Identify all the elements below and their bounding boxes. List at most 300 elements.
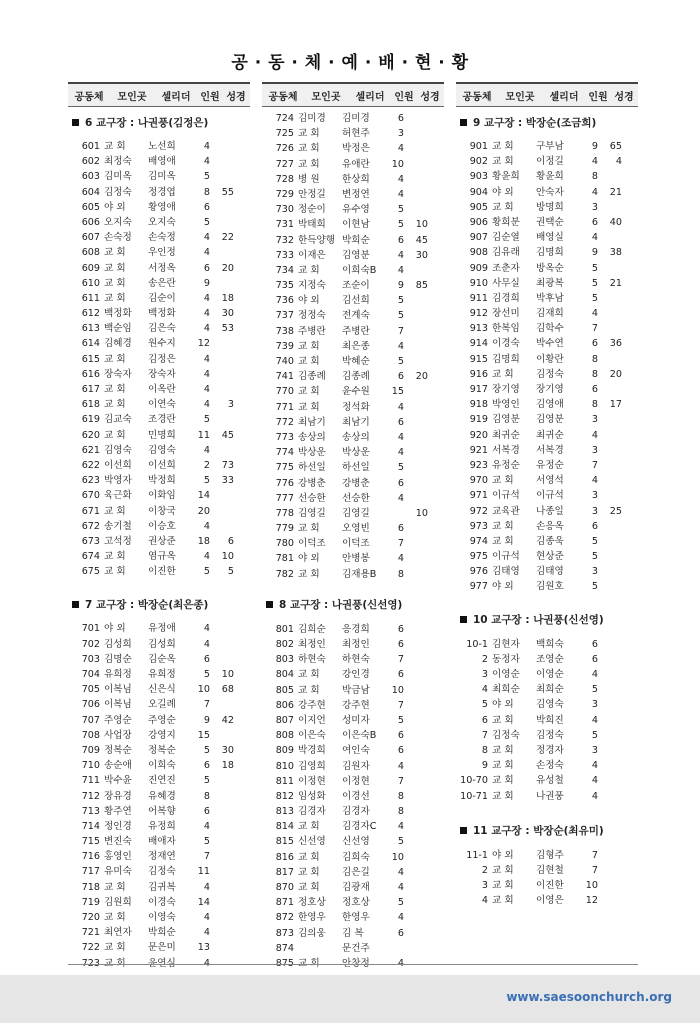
table-cell: 603 (81, 171, 100, 183)
table-cell: 9 (591, 141, 598, 152)
table-cell: 안숙자 (536, 186, 564, 198)
table-row (68, 291, 250, 306)
table-cell: 김학수 (536, 323, 564, 335)
table-cell: 7 (397, 654, 404, 666)
table-cell: 6 (203, 201, 210, 213)
data-table (456, 637, 638, 804)
table-cell (598, 789, 622, 804)
table-cell (598, 728, 622, 743)
table-cell: 민명희 (148, 429, 176, 441)
table-cell: 정정숙 (298, 310, 326, 322)
table-cell: 신선영 (342, 836, 370, 848)
table-row (68, 428, 250, 443)
table-row (68, 880, 250, 895)
table-cell: 나종일 (536, 505, 564, 517)
table-row (456, 412, 638, 427)
table-row (262, 263, 444, 278)
table-row (456, 534, 638, 549)
table-row (68, 261, 250, 276)
table-cell (404, 622, 428, 637)
table-cell: 야 외 (492, 581, 514, 593)
table-cell: 38 (609, 247, 622, 259)
table-row (68, 139, 250, 154)
table-row (68, 321, 250, 336)
data-table (68, 139, 250, 579)
table-cell: 6 (591, 653, 598, 665)
table-cell: 6 (397, 639, 404, 650)
table-cell: 염규옥 (148, 551, 176, 563)
table-cell (598, 579, 622, 594)
table-cell: 하선일 (342, 462, 370, 474)
table-cell: 4 (203, 353, 210, 365)
table-row (456, 713, 638, 728)
table-cell: 5 (203, 414, 210, 426)
table-cell: 4 (203, 820, 210, 832)
table-cell: 교 회 (104, 353, 126, 365)
table-row (262, 652, 444, 667)
data-table (262, 111, 444, 582)
table-row (262, 941, 444, 956)
table-cell: 황윤희 (536, 171, 564, 183)
table-cell: 3 (227, 399, 234, 411)
table-cell: 교 회 (492, 535, 514, 547)
table-cell: 최희순 (492, 684, 520, 696)
table-cell: 13 (197, 942, 210, 954)
section-block (456, 822, 638, 909)
table-cell: 선승한 (342, 492, 370, 504)
table-cell: 5 (203, 669, 210, 680)
table-cell: 4 (203, 623, 210, 635)
table-cell: 조영순 (536, 653, 564, 665)
table-cell: 977 (469, 581, 488, 593)
table-cell: 7 (591, 864, 598, 876)
table-cell: 교 회 (298, 684, 320, 696)
table-cell: 917 (469, 384, 488, 395)
table-cell: 5 (591, 277, 598, 289)
table-cell: 4 (481, 684, 488, 696)
table-cell: 박상운 (298, 447, 326, 459)
table-cell: 4 (591, 775, 598, 787)
table-cell: 910 (469, 277, 488, 289)
table-cell: 최남기 (342, 416, 370, 428)
section-title: 10 교구장 : 나권풍(신선영) (473, 614, 604, 627)
column-header: 인원 (588, 91, 608, 103)
square-bullet-icon (72, 119, 79, 126)
table-cell: 774 (275, 447, 294, 459)
table-row (262, 278, 444, 293)
table-cell: 교육관 (492, 505, 520, 517)
table-cell: 725 (275, 128, 294, 140)
table-cell: 주영순 (104, 714, 132, 726)
table-row (68, 758, 250, 773)
table-cell: 김혜경 (104, 338, 132, 350)
table-cell: 804 (275, 669, 294, 681)
table-cell: 홍영인 (104, 851, 132, 863)
table-cell: 5 (397, 897, 404, 909)
table-row (262, 850, 444, 865)
table-cell: 이지언 (298, 714, 326, 726)
table-cell: 9 (397, 280, 404, 292)
table-cell: 15 (391, 386, 404, 398)
table-cell: 8 (203, 186, 210, 198)
table-cell: 4 (397, 492, 404, 504)
table-cell (210, 139, 234, 154)
table-cell: 805 (275, 684, 294, 696)
table-cell (598, 848, 622, 863)
table-cell: 11 (197, 429, 210, 441)
table-cell: 604 (81, 186, 100, 198)
table-cell (598, 713, 622, 728)
table-cell: 4 (203, 927, 210, 939)
table-cell: 주영순 (148, 714, 176, 726)
table-cell: 20 (415, 371, 428, 383)
table-cell: 구부남 (536, 141, 564, 152)
table-cell (210, 352, 234, 367)
table-cell (404, 536, 428, 551)
table-cell: 3 (591, 566, 598, 578)
table-cell: 17 (609, 399, 622, 411)
table-cell (404, 895, 428, 910)
table-cell: 6 (203, 760, 210, 772)
table-cell: 4 (203, 323, 210, 335)
table-cell: 673 (81, 535, 100, 547)
table-cell: 6 (397, 477, 404, 489)
table-cell: 이복님 (104, 684, 132, 696)
table-cell: 6 (481, 714, 488, 726)
table-cell: 이복님 (104, 699, 132, 711)
table-cell: 704 (81, 669, 100, 680)
table-cell: 920 (469, 429, 488, 441)
table-cell: 778 (275, 507, 294, 519)
table-cell: 박희진 (536, 714, 564, 726)
table-cell: 616 (81, 368, 100, 380)
table-cell: 서영석 (536, 475, 564, 487)
table-row (262, 622, 444, 637)
table-cell: 6 (397, 623, 404, 635)
table-cell: 807 (275, 714, 294, 726)
table-cell: 김경자 (342, 806, 370, 818)
table-cell: 응경희 (342, 623, 370, 635)
table-cell (404, 445, 428, 460)
table-row (68, 154, 250, 169)
table-cell: 4 (591, 714, 598, 726)
table-row (456, 276, 638, 291)
table-cell: 이덕조 (298, 538, 326, 550)
table-cell: 738 (275, 325, 294, 337)
table-cell: 8 (591, 353, 598, 365)
table-cell: 김영분 (342, 249, 370, 261)
table-cell: 정순이 (298, 204, 326, 216)
table-row (68, 367, 250, 382)
table-cell: 4 (397, 264, 404, 276)
table-row (456, 428, 638, 443)
table-cell: 736 (275, 295, 294, 307)
table-cell (404, 789, 428, 804)
table-cell: 오길례 (148, 699, 176, 711)
table-cell (404, 759, 428, 774)
table-cell: 915 (469, 353, 488, 365)
table-cell: 30 (221, 744, 234, 756)
table-row (262, 430, 444, 445)
section-title: 9 교구장 : 박장순(조금희) (473, 116, 597, 129)
table-row (456, 848, 638, 863)
table-cell: 성미자 (342, 714, 370, 726)
table-cell (210, 367, 234, 382)
table-row (456, 682, 638, 697)
table-row (262, 141, 444, 156)
column-header: 인원 (200, 91, 220, 103)
table-cell: 조경란 (148, 414, 176, 426)
table-row (456, 291, 638, 306)
table-row (456, 863, 638, 878)
table-cell: 702 (81, 638, 100, 650)
table-cell: 김명희 (492, 353, 520, 365)
table-cell: 한상희 (342, 173, 370, 185)
table-cell: 7 (203, 699, 210, 711)
table-cell: 교 회 (298, 386, 320, 398)
table-row (262, 126, 444, 141)
table-cell: 방명희 (536, 201, 564, 213)
table-cell: 황희분 (492, 216, 520, 228)
table-cell: 강주현 (298, 699, 326, 711)
table-cell (404, 804, 428, 819)
table-row (456, 215, 638, 230)
table-row (456, 352, 638, 367)
table-cell: 707 (81, 714, 100, 726)
table-cell: 교 회 (104, 429, 126, 441)
table-cell: 771 (275, 401, 294, 413)
table-cell: 방옥순 (536, 262, 564, 274)
table-cell: 6 (203, 653, 210, 665)
table-cell: 45 (221, 429, 234, 441)
table-cell: 지정숙 (298, 280, 326, 292)
column-header: 셀리더 (161, 91, 191, 103)
table-cell: 송기철 (104, 520, 132, 532)
table-cell: 4 (481, 895, 488, 907)
table-cell: 김태영 (536, 566, 564, 578)
table-cell: 백정화 (104, 308, 132, 320)
table-row (262, 551, 444, 566)
table-row (262, 567, 444, 582)
table-cell: 최희순 (536, 684, 564, 696)
table-cell: 971 (469, 490, 488, 502)
table-cell: 송상의 (342, 431, 370, 443)
table-cell: 문건주 (342, 942, 370, 954)
table-cell: 김종례 (298, 371, 326, 383)
table-cell: 814 (275, 821, 294, 833)
table-cell: 전계숙 (342, 310, 370, 322)
table-cell: 713 (81, 805, 100, 817)
table-cell: 712 (81, 790, 100, 802)
table-cell: 5 (397, 356, 404, 367)
table-cell: 45 (415, 234, 428, 246)
table-row (262, 157, 444, 172)
table-cell: 606 (81, 216, 100, 228)
table-cell: 서복경 (536, 444, 564, 456)
table-cell: 6 (591, 216, 598, 228)
table-cell: 정재연 (148, 851, 176, 863)
table-cell: 4 (397, 340, 404, 352)
data-table (456, 139, 638, 595)
table-cell: 806 (275, 699, 294, 711)
table-cell (404, 476, 428, 491)
table-cell: 최귀순 (536, 429, 564, 441)
table-cell (404, 667, 428, 682)
table-cell: 40 (609, 216, 622, 228)
table-cell: 9 (481, 760, 488, 772)
square-bullet-icon (72, 601, 79, 608)
table-cell: 박경희 (298, 745, 326, 757)
column-header: 공동체 (74, 91, 104, 103)
table-cell: 5 (591, 292, 598, 304)
table-cell (404, 460, 428, 475)
table-cell: 610 (81, 277, 100, 289)
table-cell: 918 (469, 399, 488, 411)
table-cell: 김선희 (342, 295, 370, 307)
table-cell: 이정길 (536, 156, 564, 168)
table-cell: 618 (81, 399, 100, 411)
table-cell: 5 (203, 775, 210, 787)
table-cell: 정호상 (298, 897, 326, 909)
table-cell: 김영분 (492, 414, 520, 426)
table-cell: 교 회 (298, 128, 320, 140)
table-cell: 4 (203, 308, 210, 320)
table-cell: 611 (81, 292, 100, 304)
table-cell: 715 (81, 836, 100, 848)
table-cell: 11 (197, 866, 210, 878)
table-cell: 737 (275, 310, 294, 322)
table-cell: 15 (197, 729, 210, 741)
table-cell (210, 880, 234, 895)
table-cell: 김광재 (342, 882, 370, 893)
table-cell: 3 (591, 414, 598, 426)
table-row (68, 306, 250, 321)
table-cell (404, 683, 428, 698)
table-cell (598, 893, 622, 908)
table-cell (210, 773, 234, 788)
table-row (68, 743, 250, 758)
table-cell (210, 276, 234, 291)
table-cell: 주병란 (298, 325, 326, 337)
table-cell: 교 회 (104, 277, 126, 289)
table-cell (404, 521, 428, 536)
table-row (262, 865, 444, 880)
table-cell: 교 회 (104, 881, 126, 893)
square-bullet-icon (460, 827, 467, 834)
table-cell: 교 회 (298, 356, 320, 367)
table-cell (404, 111, 428, 126)
table-cell: 박상운 (342, 447, 370, 459)
table-cell: 김순이 (148, 292, 176, 304)
column-header: 모인곳 (505, 91, 535, 103)
table-cell: 유정애 (148, 623, 176, 635)
table-cell: 7 (203, 851, 210, 863)
table-cell (298, 941, 342, 956)
table-cell: 4 (591, 232, 598, 244)
table-cell (210, 697, 234, 712)
table-row (68, 169, 250, 184)
table-cell: 6 (397, 113, 404, 124)
table-cell: 교 회 (104, 141, 126, 152)
table-cell: 703 (81, 653, 100, 665)
table-cell: 신선영 (298, 836, 326, 848)
table-cell: 김정은 (148, 353, 176, 365)
table-cell: 박수윤 (104, 775, 132, 787)
table-cell: 10 (585, 880, 598, 892)
table-cell: 614 (81, 338, 100, 350)
table-cell: 65 (609, 141, 622, 152)
table-cell: 박영자 (104, 475, 132, 487)
column-header: 셀리더 (549, 91, 579, 103)
table-cell: 야 외 (492, 849, 514, 861)
table-cell: 6 (203, 262, 210, 274)
table-cell: 송순애 (104, 760, 132, 772)
table-row (68, 519, 250, 534)
table-cell: 오영빈 (342, 523, 370, 535)
table-cell: 8 (203, 790, 210, 802)
table-cell: 유혜경 (148, 790, 176, 802)
table-cell: 10 (221, 669, 234, 680)
table-cell: 2 (481, 653, 488, 665)
table-row (456, 169, 638, 184)
table-cell (404, 551, 428, 566)
table-cell (210, 200, 234, 215)
table-cell (404, 850, 428, 865)
table-cell: 4 (203, 444, 210, 456)
table-cell: 유수영 (342, 204, 370, 216)
table-cell: 송은란 (148, 277, 176, 289)
table-cell (404, 339, 428, 354)
table-cell: 870 (275, 882, 294, 893)
table-cell: 4 (591, 475, 598, 487)
table-cell: 권상준 (148, 535, 176, 547)
table-row (456, 652, 638, 667)
table-cell: 10 (415, 219, 428, 231)
table-cell (210, 637, 234, 652)
table-row (456, 443, 638, 458)
table-cell: 교 회 (492, 744, 514, 756)
table-row (68, 564, 250, 579)
table-cell: 731 (275, 219, 294, 231)
table-cell: 721 (81, 927, 100, 939)
table-cell: 36 (609, 338, 622, 350)
table-cell: 최귀순 (492, 429, 520, 441)
table-cell: 교 회 (298, 851, 320, 863)
table-cell: 782 (275, 568, 294, 580)
table-cell: 4 (397, 143, 404, 155)
table-cell (598, 697, 622, 712)
table-cell: 907 (469, 232, 488, 244)
data-table (262, 622, 444, 971)
table-cell: 여인숙 (342, 745, 370, 757)
table-cell: 3 (591, 505, 598, 517)
table-cell: 6 (591, 638, 598, 650)
table-cell: 교 회 (104, 551, 126, 563)
table-cell: 이창국 (148, 505, 176, 517)
table-cell: 10-71 (460, 790, 488, 802)
table-cell: 4 (397, 401, 404, 413)
table-cell: 김귀복 (148, 881, 176, 893)
table-cell: 황윤희 (492, 171, 520, 183)
table-cell: 이경선 (342, 790, 370, 802)
table-cell: 권택순 (536, 216, 564, 228)
table-cell: 33 (221, 475, 234, 487)
table-cell (404, 567, 428, 582)
table-cell: 4 (203, 881, 210, 893)
table-cell (210, 849, 234, 864)
table-row (456, 200, 638, 215)
table-cell (404, 354, 428, 369)
